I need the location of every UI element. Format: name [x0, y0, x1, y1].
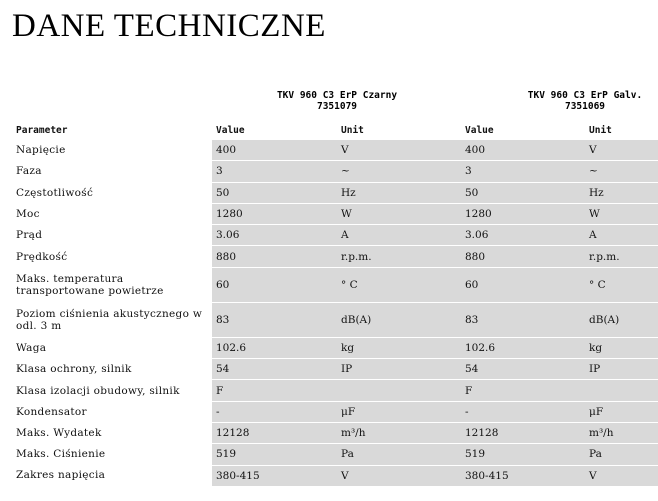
product-code: 7351069 [564, 101, 606, 112]
value-cell: - [212, 401, 337, 422]
column-header-value: Value [465, 124, 494, 136]
value-cell: 1280 [212, 203, 337, 224]
unit-cell: m³/h [337, 422, 461, 443]
unit-cell: r.p.m. [585, 246, 658, 267]
value-cell: 880 [212, 246, 337, 267]
value-cell: 3 [461, 161, 585, 182]
value-cell: 54 [461, 359, 585, 380]
table-row [12, 380, 658, 401]
unit-cell: ~ [585, 161, 658, 182]
unit-cell [337, 380, 461, 401]
unit-cell: kg [585, 337, 658, 358]
param-cell: Prędkość [16, 250, 68, 263]
unit-cell: A [337, 225, 461, 246]
param-cell: Poziom ciśnienia akustycznego w odl. 3 m [16, 307, 203, 332]
param-cell: Waga [16, 341, 47, 354]
unit-cell: Hz [585, 182, 658, 203]
unit-cell: V [585, 465, 658, 486]
value-cell: - [461, 401, 585, 422]
unit-cell: ° C [585, 267, 658, 302]
column-header-value: Value [216, 124, 245, 136]
product-code: 7351079 [316, 101, 358, 112]
value-cell: 12128 [212, 422, 337, 443]
table-row [12, 225, 658, 246]
value-cell: 3.06 [212, 225, 337, 246]
param-cell: Faza [16, 165, 42, 178]
value-cell: 3.06 [461, 225, 585, 246]
table-row [12, 337, 658, 358]
table-row [12, 401, 658, 422]
unit-cell: dB(A) [337, 302, 461, 337]
page-title: DANE TECHNICZNE [12, 8, 326, 44]
value-cell: 83 [461, 302, 585, 337]
value-cell: 60 [461, 267, 585, 302]
value-cell: 380-415 [461, 465, 585, 486]
product-name: TKV 960 C3 ErP Czarny [276, 90, 398, 101]
value-cell: 83 [212, 302, 337, 337]
param-cell: Częstotliwość [16, 186, 94, 199]
unit-cell: A [585, 225, 658, 246]
table-row [12, 161, 658, 182]
value-cell: 880 [461, 246, 585, 267]
unit-cell: ° C [337, 267, 461, 302]
unit-cell: IP [585, 359, 658, 380]
param-cell: Moc [16, 208, 40, 221]
spec-table-body [12, 140, 658, 486]
table-row [12, 444, 658, 465]
unit-cell: ~ [337, 161, 461, 182]
param-cell: Prąd [16, 229, 43, 242]
unit-cell: Pa [585, 444, 658, 465]
unit-cell: kg [337, 337, 461, 358]
product-header-1 [262, 90, 412, 112]
value-cell: 400 [212, 140, 337, 161]
product-header-2 [510, 90, 658, 112]
value-cell: F [212, 380, 337, 401]
unit-cell: Hz [337, 182, 461, 203]
unit-cell: μF [337, 401, 461, 422]
value-cell: 102.6 [212, 337, 337, 358]
param-cell: Klasa ochrony, silnik [16, 363, 132, 376]
spec-table [12, 121, 658, 486]
param-cell: Zakres napięcia [16, 469, 106, 482]
value-cell: 12128 [461, 422, 585, 443]
table-header-row [12, 121, 658, 140]
table-row [12, 246, 658, 267]
table-row [12, 267, 658, 302]
column-header-parameter: Parameter [16, 124, 68, 136]
value-cell: 519 [461, 444, 585, 465]
unit-cell: m³/h [585, 422, 658, 443]
product-name: TKV 960 C3 ErP Galv. [527, 90, 643, 101]
unit-cell: μF [585, 401, 658, 422]
param-cell: Napięcie [16, 144, 66, 157]
unit-cell: IP [337, 359, 461, 380]
value-cell: F [461, 380, 585, 401]
value-cell: 519 [212, 444, 337, 465]
value-cell: 60 [212, 267, 337, 302]
table-row [12, 140, 658, 161]
unit-cell: V [585, 140, 658, 161]
unit-cell: dB(A) [585, 302, 658, 337]
value-cell: 102.6 [461, 337, 585, 358]
value-cell: 400 [461, 140, 585, 161]
table-row [12, 302, 658, 337]
value-cell: 380-415 [212, 465, 337, 486]
unit-cell: W [585, 203, 658, 224]
unit-cell: W [337, 203, 461, 224]
unit-cell: V [337, 140, 461, 161]
value-cell: 3 [212, 161, 337, 182]
unit-cell [585, 380, 658, 401]
param-cell: Maks. Wydatek [16, 427, 102, 440]
table-row [12, 359, 658, 380]
column-header-unit: Unit [341, 124, 364, 136]
value-cell: 1280 [461, 203, 585, 224]
column-header-unit: Unit [589, 124, 612, 136]
unit-cell: r.p.m. [337, 246, 461, 267]
unit-cell: Pa [337, 444, 461, 465]
table-row [12, 422, 658, 443]
table-row [12, 465, 658, 486]
table-row [12, 182, 658, 203]
param-cell: Klasa izolacji obudowy, silnik [16, 384, 180, 397]
unit-cell: V [337, 465, 461, 486]
param-cell: Maks. temperatura transportowane powietrze [16, 272, 164, 297]
table-row [12, 203, 658, 224]
value-cell: 50 [212, 182, 337, 203]
param-cell: Maks. Ciśnienie [16, 448, 106, 461]
value-cell: 50 [461, 182, 585, 203]
param-cell: Kondensator [16, 405, 87, 418]
value-cell: 54 [212, 359, 337, 380]
